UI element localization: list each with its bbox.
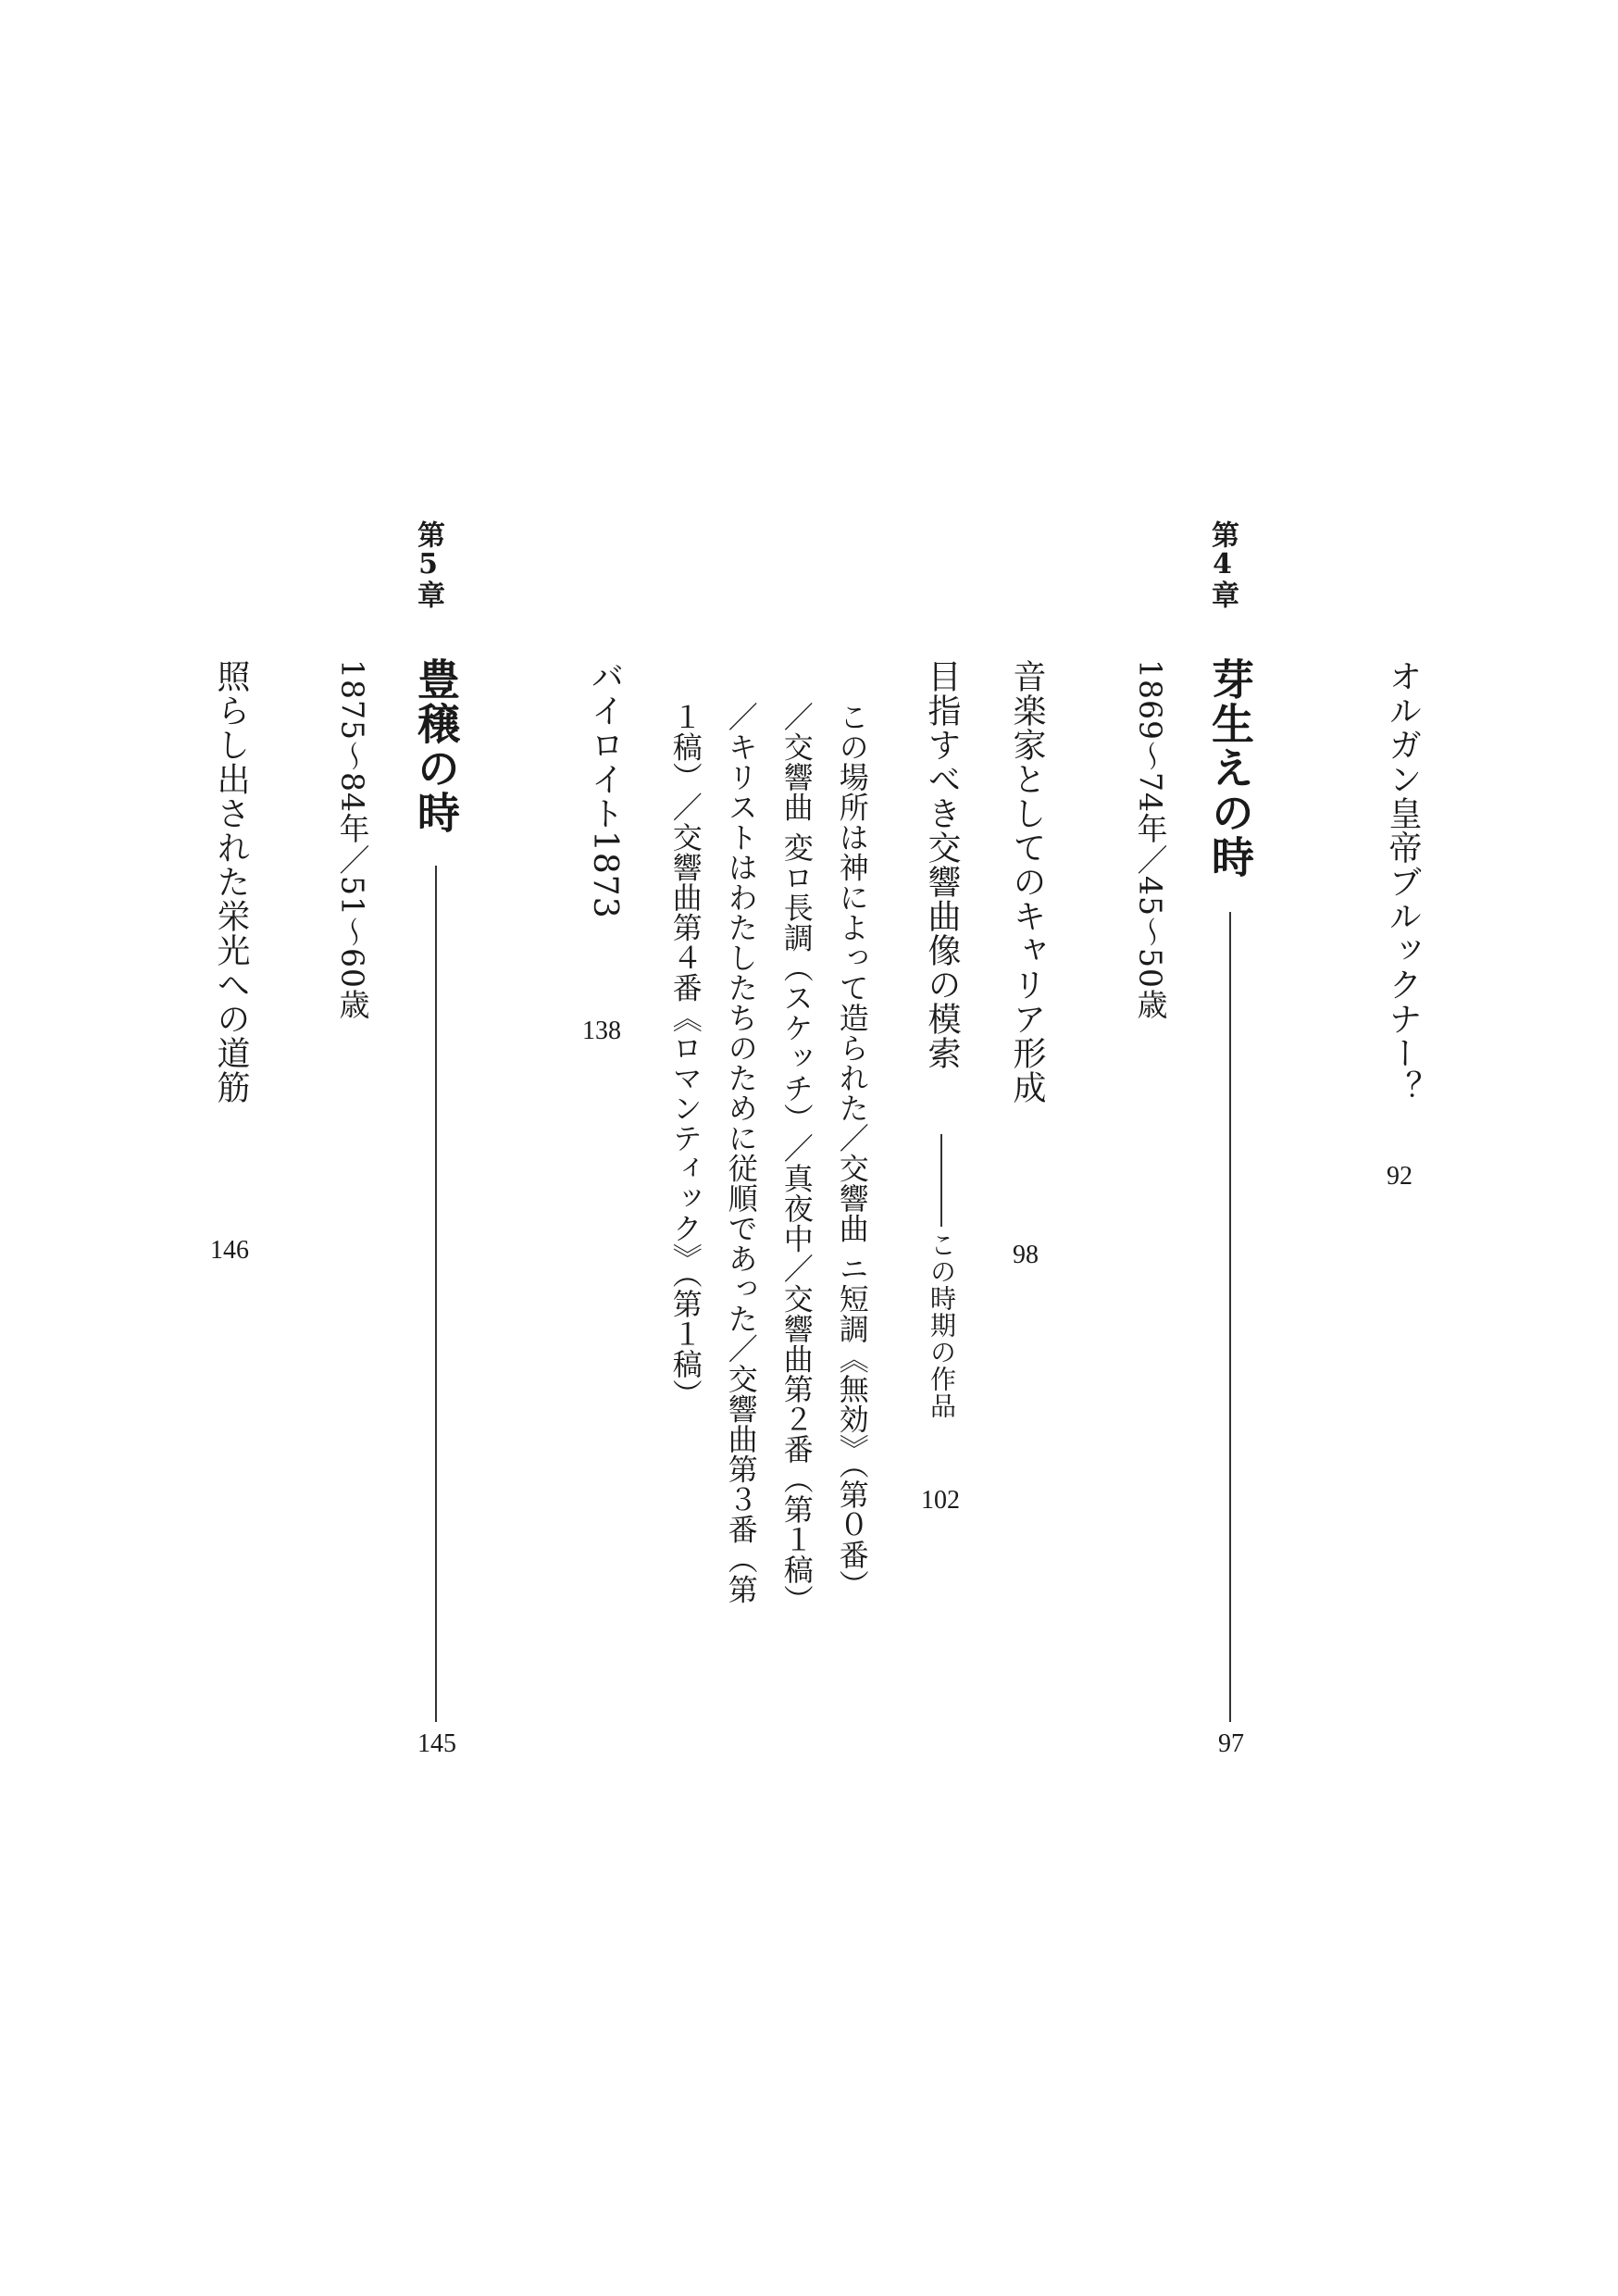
chapter-5-label: 第5章: [412, 520, 444, 608]
toc-page-number: 138: [582, 1017, 621, 1045]
toc-entry-title: 照らし出された栄光への道筋: [212, 659, 250, 1104]
chapter-5-years: 1875〜84年／51〜60歳: [334, 659, 371, 1020]
chapter-4-leader-line: [1229, 912, 1231, 1722]
toc-entry-title: オルガン皇帝ブルックナー？: [1384, 659, 1422, 1104]
toc-entry-title: 音楽家としてのキャリア形成: [1008, 659, 1046, 1104]
chapter-5-title[interactable]: 豊穣の時: [411, 657, 461, 835]
toc-entry-symphony-ideal[interactable]: [916, 659, 966, 1070]
toc-entry-subtitle: この時期の作品: [927, 1231, 957, 1419]
chapter-4-page-number: 97: [1218, 1729, 1244, 1758]
chapter-5-leader-line: [435, 866, 437, 1722]
works-list-line-4: １稿）／交響曲第４番《ロマンティック》（第１稿）: [667, 702, 703, 1409]
chapter-4-label: 第4章: [1206, 520, 1238, 608]
dash-line: [940, 1134, 942, 1227]
toc-page-number: 146: [210, 1236, 249, 1265]
works-list-line-2: ／交響曲 変ロ長調（スケッチ）／真夜中／交響曲第２番（第１稿）: [778, 702, 815, 1615]
toc-entry-title: バイロイト1873: [586, 659, 624, 919]
toc-entry-organ-emperor[interactable]: [1377, 659, 1427, 1104]
toc-page-number: 92: [1387, 1162, 1413, 1191]
works-list-line-1: この場所は神によって造られた／交響曲 ニ短調《無効》（第０番）: [834, 702, 870, 1600]
toc-entry-illuminated[interactable]: [205, 659, 255, 1104]
toc-entry-career[interactable]: [1002, 659, 1052, 1104]
chapter-4-years: 1869〜74年／45〜50歳: [1132, 659, 1169, 1020]
toc-page-number: 98: [1013, 1241, 1039, 1269]
toc-page-number: 102: [921, 1486, 960, 1515]
works-list-line-3: ／キリストはわたしたちのために従順であった／交響曲第３番（第: [723, 702, 759, 1604]
toc-entry-title: 目指すべき交響曲像の模索: [923, 659, 961, 1070]
chapter-5-page-number: 145: [417, 1729, 456, 1758]
chapter-4-title[interactable]: 芽生えの時: [1205, 657, 1255, 880]
toc-entry-bayreuth[interactable]: [579, 659, 629, 919]
